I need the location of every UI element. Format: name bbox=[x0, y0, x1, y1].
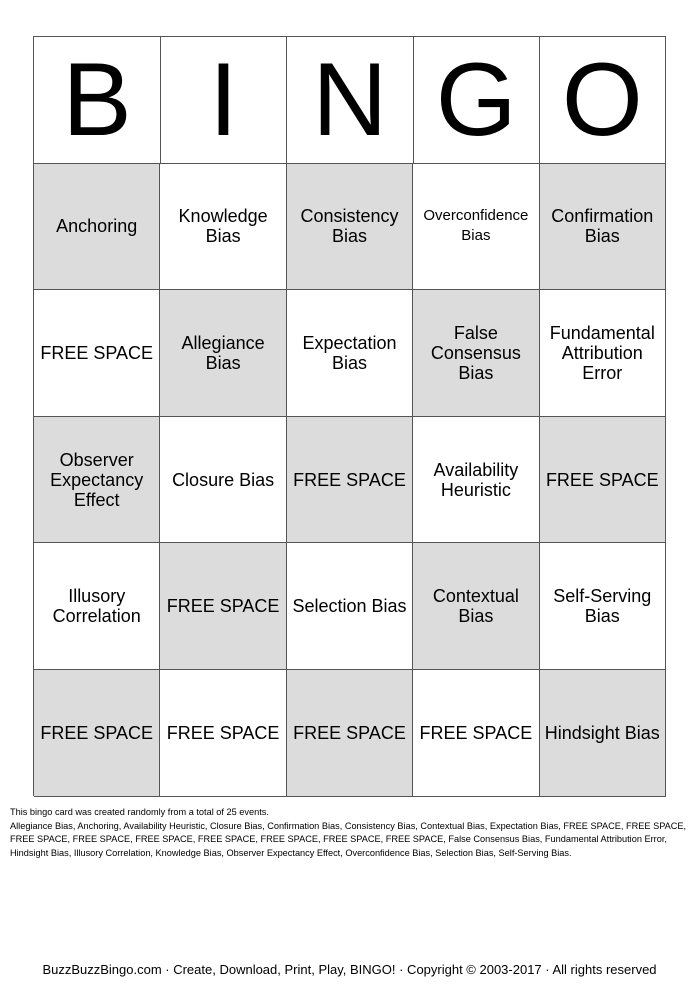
bingo-square-r5-g: FREE SPACE bbox=[413, 670, 539, 797]
bingo-square-r5-i: FREE SPACE bbox=[160, 670, 286, 797]
bingo-square-r5-o: Hindsight Bias bbox=[540, 670, 666, 797]
bingo-square-r4-o: Self-Serving Bias bbox=[540, 543, 666, 670]
bingo-square-r2-b: FREE SPACE bbox=[34, 290, 160, 417]
header-letter-b: B bbox=[34, 37, 161, 164]
bingo-square-r2-i: Allegiance Bias bbox=[160, 290, 286, 417]
footer: BuzzBuzzBingo.com · Create, Download, Print, Play, BINGO! · Copyright © 2003-2017 · All rights reserved bbox=[42, 962, 657, 977]
bingo-square-r3-o: FREE SPACE bbox=[540, 417, 666, 544]
bingo-square-r4-b: Illusory Correlation bbox=[34, 543, 160, 670]
bingo-square-r1-i: Knowledge Bias bbox=[160, 164, 286, 291]
card-note bbox=[10, 806, 690, 860]
bingo-square-r1-o: Confirmation Bias bbox=[540, 164, 666, 291]
bingo-square-r2-o: Fundamental Attribution Error bbox=[540, 290, 666, 417]
header-letter-o: O bbox=[540, 37, 666, 164]
bingo-square-r2-g: False Consensus Bias bbox=[413, 290, 539, 417]
bingo-square-r3-b: Observer Expectancy Effect bbox=[34, 417, 160, 544]
bingo-square-r2-n: Expectation Bias bbox=[287, 290, 413, 417]
bingo-square-r3-n: FREE SPACE bbox=[287, 417, 413, 544]
bingo-square-r4-i: FREE SPACE bbox=[160, 543, 286, 670]
bingo-square-r1-g: Overconfidence Bias bbox=[413, 164, 539, 291]
bingo-square-r5-n: FREE SPACE bbox=[287, 670, 413, 797]
bingo-square-r1-b: Anchoring bbox=[34, 164, 160, 291]
bingo-square-r4-n: Selection Bias bbox=[287, 543, 413, 670]
bingo-square-r4-g: Contextual Bias bbox=[413, 543, 539, 670]
header-letter-g: G bbox=[413, 37, 540, 164]
header-letter-n: N bbox=[287, 37, 414, 164]
bingo-card bbox=[33, 36, 666, 796]
bingo-square-r1-n: Consistency Bias bbox=[287, 164, 413, 291]
card-note-intro: This bingo card was created randomly from a total of 25 events. bbox=[10, 807, 269, 817]
header-letter-i: I bbox=[160, 37, 287, 164]
bingo-square-r3-g: Availability Heuristic bbox=[413, 417, 539, 544]
card-note-events: Allegiance Bias, Anchoring, Availability Heuristic, Closure Bias, Confirmation Bias, Consistency Bias, Contextual Bias, Expectation Bias, FREE SPACE, FREE SPACE, FREE SPACE, FREE SPACE, FREE SPACE, FREE SPACE, FREE SPACE, FREE SPACE, FREE SPACE, False Consensus Bias, Fundamental Attribution Error, Hindsight Bias, Illusory Correlation, Knowledge Bias, Observer Expectancy Effect, Overconfidence Bias, Selection Bias, Self-Serving Bias. bbox=[10, 820, 687, 858]
bingo-square-r5-b: FREE SPACE bbox=[34, 670, 160, 797]
bingo-square-r3-i: Closure Bias bbox=[160, 417, 286, 544]
